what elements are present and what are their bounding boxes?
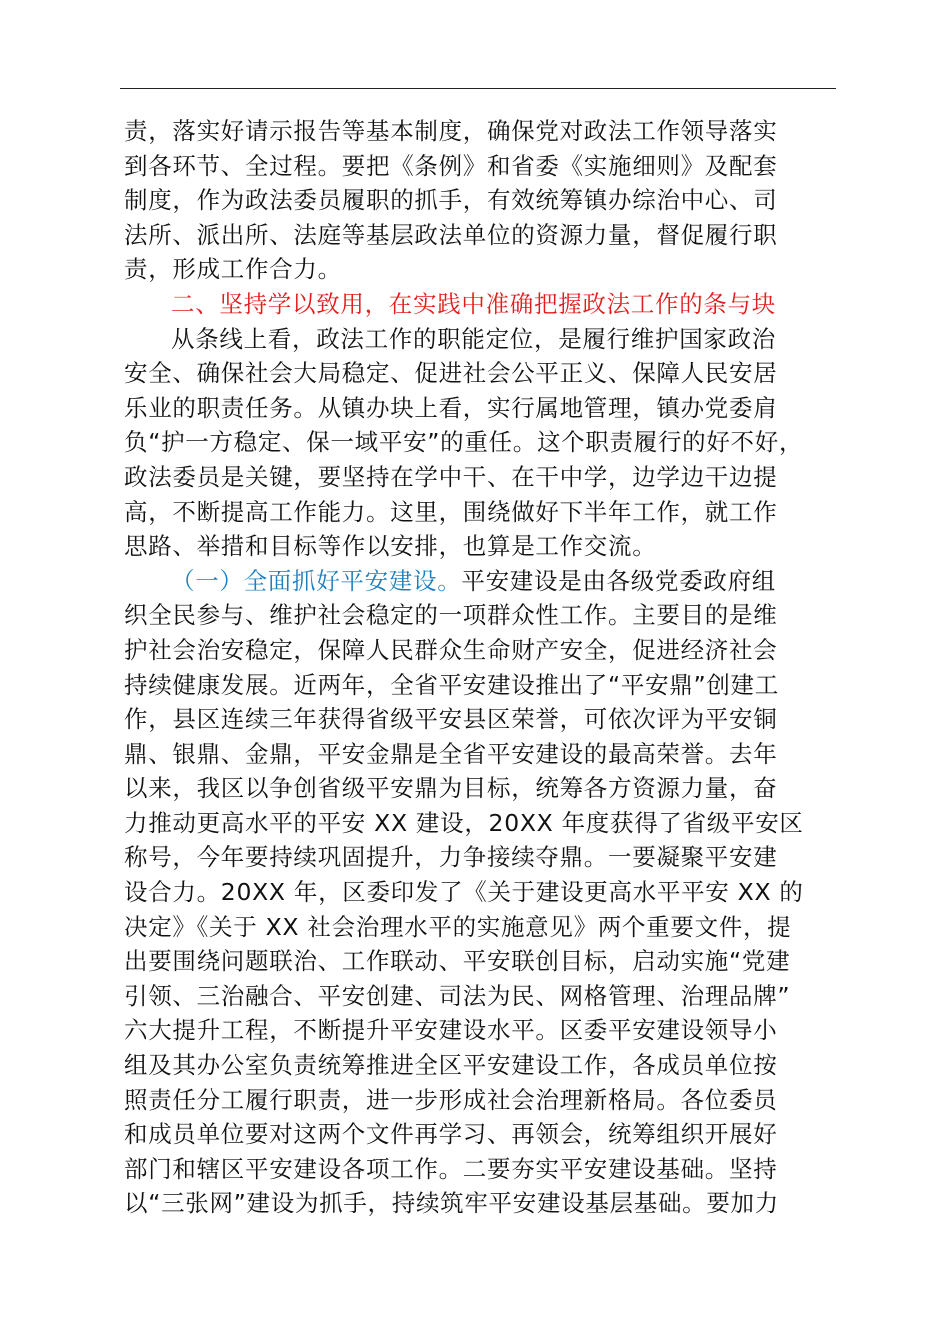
paragraph-line: 以来，我区以争创省级平安鼎为目标，统筹各方资源力量，奋	[124, 774, 778, 803]
paragraph-line: 出要围绕问题联治、工作联动、平安联创目标，启动实施“党建	[124, 947, 791, 976]
paragraph-line: 设合力。20XX 年，区委印发了《关于建设更高水平平安 XX 的	[124, 878, 804, 907]
section-heading: 二、坚持学以致用，在实践中准确把握政法工作的条与块	[171, 289, 776, 318]
paragraph-line: 组及其办公室负责统筹推进全区平安建设工作，各成员单位按	[124, 1051, 778, 1080]
paragraph-line: 思路、举措和目标等作以安排，也算是工作交流。	[124, 532, 657, 561]
paragraph-line: 作，县区连续三年获得省级平安县区荣誉，可依次评为平安铜	[124, 705, 778, 734]
paragraph-line: 部门和辖区平安建设各项工作。二要夯实平安建设基础。坚持	[124, 1154, 778, 1183]
paragraph-line: 乐业的职责任务。从镇办块上看，实行属地管理，镇办党委肩	[124, 393, 778, 422]
paragraph-line: 鼎、银鼎、金鼎，平安金鼎是全省平安建设的最高荣誉。去年	[124, 739, 778, 768]
paragraph-line: 安全、确保社会大局稳定、促进社会公平正义、保障人民安居	[124, 359, 778, 388]
paragraph-line: 到各环节、全过程。要把《条例》和省委《实施细则》及配套	[124, 151, 778, 180]
paragraph-line: 力推动更高水平的平安 XX 建设，20XX 年度获得了省级平安区	[124, 808, 804, 837]
sub-heading: （一）全面抓好平安建设。	[171, 566, 462, 595]
header-rule	[120, 88, 836, 89]
paragraph-line: 责，落实好请示报告等基本制度，确保党对政法工作领导落实	[124, 117, 778, 145]
paragraph-line: 从条线上看，政法工作的职能定位，是履行维护国家政治	[171, 324, 776, 353]
paragraph-line: 织全民参与、维护社会稳定的一项群众性工作。主要目的是维	[124, 601, 778, 630]
paragraph-line: 决定》《关于 XX 社会治理水平的实施意见》两个重要文件，提	[124, 912, 792, 941]
paragraph-line: 护社会治安稳定，保障人民群众生命财产安全，促进经济社会	[124, 635, 778, 664]
document-body	[124, 114, 854, 1221]
paragraph-line: 责，形成工作合力。	[124, 255, 342, 284]
paragraph-line: 照责任分工履行职责，进一步形成社会治理新格局。各位委员	[124, 1085, 778, 1114]
paragraph-line: 六大提升工程，不断提升平安建设水平。区委平安建设领导小	[124, 1016, 778, 1045]
sub-heading-rest: 平安建设是由各级党委政府组	[461, 566, 777, 595]
paragraph-line: 引领、三治融合、平安创建、司法为民、网格管理、治理品牌”	[124, 981, 791, 1010]
paragraph-line: 持续健康发展。近两年，全省平安建设推出了“平安鼎”创建工	[124, 670, 779, 699]
paragraph-line: 以“三张网”建设为抓手，持续筑牢平安建设基层基础。要加力	[124, 1189, 779, 1218]
paragraph-line: 高，不断提高工作能力。这里，围绕做好下半年工作，就工作	[124, 497, 778, 526]
paragraph-line: 法所、派出所、法庭等基层政法单位的资源力量，督促履行职	[124, 220, 778, 249]
paragraph-line: 称号，今年要持续巩固提升，力争接续夺鼎。一要凝聚平安建	[124, 843, 778, 872]
paragraph-line: 负“护一方稳定、保一域平安”的重任。这个职责履行的好不好，	[124, 428, 804, 457]
paragraph-line: 制度，作为政法委员履职的抓手，有效统筹镇办综治中心、司	[124, 186, 778, 215]
paragraph-line	[124, 564, 854, 599]
paragraph-line: 政法委员是关键，要坚持在学中干、在干中学，边学边干边提	[124, 462, 778, 491]
paragraph-line: 和成员单位要对这两个文件再学习、再领会，统筹组织开展好	[124, 1120, 778, 1149]
